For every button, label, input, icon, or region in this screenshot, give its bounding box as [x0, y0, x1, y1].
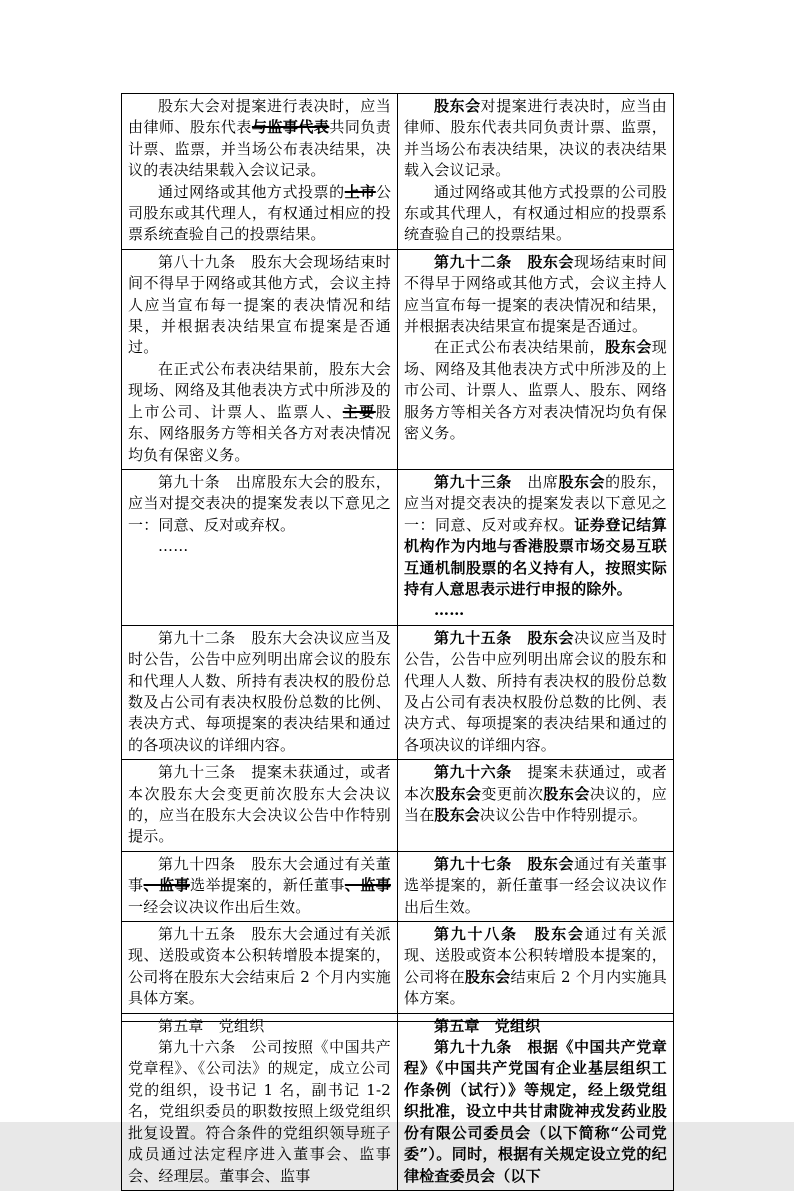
- paragraph: [404, 96, 667, 182]
- text-run: 变更前次: [481, 784, 544, 803]
- text-run: 第九十三条: [434, 472, 512, 491]
- revised-text-cell: [398, 249, 674, 469]
- text-run: 第九十四条 股东大会通过有关董事: [128, 854, 391, 895]
- paragraph: [128, 359, 391, 466]
- revised-text-cell: [398, 1013, 674, 1190]
- text-run: 第九十五条 股东会: [434, 628, 575, 647]
- paragraph: [404, 762, 667, 826]
- paragraph: [128, 854, 391, 918]
- text-run: 通过有关派现、送股或资本公积转增股本提案的，公司将在: [404, 925, 667, 986]
- text-run: 第九十六条 公司按照《中国共产党章程》、《公司法》的规定，成立公司党的组织，设书记 1 名，副书记 1-2 名，党组织委员的职数按照上级党组织批复设置。符合条件的党组织领导班子成员通过法定程序进入董事会、监事会、经理层。董事会、监事: [128, 1038, 391, 1185]
- text-run: 决议的，应当在: [404, 784, 667, 824]
- text-run: 股东会: [543, 784, 590, 803]
- original-text-cell: [122, 249, 398, 469]
- text-run: 选举提案的，新任董事: [189, 876, 345, 895]
- paragraph: [128, 182, 391, 246]
- paragraph: [128, 1016, 391, 1037]
- paragraph: [404, 472, 667, 600]
- text-run: 第八十九条 股东大会现场结束时间不得早于网络或其他方式，会议主持人应当宣布每一提案的表决情况和结果，并根据表决结果宣布提案是否通过。: [128, 252, 391, 357]
- paragraph: [404, 854, 667, 918]
- original-text-cell: [122, 760, 398, 852]
- text-run: 第九十二条 股东大会决议应当及时公告，公告中应列明出席会议的股东和代理人人数、所持有表决权的股份总数及占公司有表决权股份总数的比例、表决方式、每项提案的表决结果和通过的各项决议的详细内容。: [128, 628, 391, 754]
- original-text-cell: [122, 922, 398, 1014]
- text-run: 主要: [342, 402, 376, 421]
- text-run: 共同负责计票、监票，并当场公布表决结果，决议的表决结果载入会议记录。: [128, 118, 391, 180]
- paragraph: [128, 628, 391, 756]
- text-run: 结束后 2 个月内实施具体方案。: [404, 967, 667, 1008]
- text-run: 第九十二条 股东会: [434, 252, 575, 271]
- text-run: 第九十七条 股东会: [434, 854, 575, 873]
- text-run: 对提案进行表决时，应当由律师、股东代表共同负责计票、监票，并当场公布表决结果，决议的表决结果载入会议记录。: [404, 97, 667, 180]
- table-row: [122, 469, 674, 625]
- text-run: 公司股东或其代理人，有权通过相应的投票系统查验自己的投票结果。: [128, 182, 392, 244]
- text-run: 股东、网络服务方等相关各方对表决情况均负有保密义务。: [128, 402, 391, 464]
- text-run: 上市: [344, 182, 376, 201]
- text-run: 股东会: [605, 338, 652, 357]
- table-row: [122, 851, 674, 921]
- text-run: 决议公告中作特别提示。: [480, 806, 648, 824]
- amendment-comparison-table: [121, 93, 674, 1191]
- paragraph: [128, 536, 391, 557]
- text-run: 提案未获通过，或者本次: [404, 763, 667, 803]
- text-run: 一经会议决议作出后生效。: [128, 897, 311, 916]
- text-run: 股东会: [558, 472, 606, 491]
- original-text-cell: [122, 851, 398, 921]
- text-run: 股东大会对提案进行表决时，应当由律师、股东代表: [128, 97, 391, 137]
- original-text-cell: [122, 94, 398, 250]
- paragraph: [128, 924, 391, 1010]
- text-run: ……: [158, 537, 189, 556]
- paragraph: [404, 924, 667, 1010]
- text-run: 在正式公布表决结果前，: [434, 338, 606, 357]
- revised-text-cell: [398, 922, 674, 1014]
- paragraph: [404, 1016, 667, 1037]
- table-row: [122, 249, 674, 469]
- text-run: 第九十六条: [434, 763, 512, 782]
- paragraph: [128, 252, 391, 359]
- paragraph: [404, 600, 667, 621]
- text-run: 的股东，应当对提交表决的提案发表以下意见之一：同意、反对或弃权。: [404, 472, 667, 534]
- table-row: [122, 1013, 674, 1190]
- text-run: 、监事: [143, 876, 190, 895]
- text-run: 通过网络或其他方式投票的: [158, 182, 345, 201]
- original-text-cell: [122, 1013, 398, 1190]
- text-run: 股东会: [464, 967, 511, 986]
- revised-text-cell: [398, 851, 674, 921]
- revised-text-cell: [398, 625, 674, 759]
- text-run: 与监事代表: [251, 118, 330, 137]
- text-run: 、监事: [344, 876, 391, 895]
- text-run: 出席: [511, 472, 559, 491]
- text-run: 股东会: [434, 784, 482, 803]
- text-run: 通过有关董事选举提案的，新任董事一经会议决议作出后生效。: [404, 854, 667, 916]
- revised-text-cell: [398, 760, 674, 852]
- paragraph: [404, 252, 667, 338]
- revised-text-cell: [398, 94, 674, 250]
- original-text-cell: [122, 469, 398, 625]
- paragraph: [128, 472, 391, 536]
- paragraph: [128, 762, 391, 848]
- paragraph: [404, 1037, 667, 1187]
- text-run: 第九十条 出席股东大会的股东，应当对提交表决的提案发表以下意见之一：同意、反对或弃权。: [128, 472, 391, 534]
- text-run: 在正式公布表决结果前，股东大会现场、网络及其他表决方式中所涉及的上市公司、计票人、监票人、: [128, 359, 391, 421]
- paragraph: [404, 628, 667, 756]
- text-run: 现场、网络及其他表决方式中所涉及的上市公司、计票人、监票人、股东、网络服务方等相关各方对表决情况均负有保密义务。: [404, 338, 667, 443]
- table-row: [122, 922, 674, 1014]
- text-run: 通过网络或其他方式投票的公司股东或其代理人，有权通过相应的投票系统查验自己的投票结果。: [404, 182, 667, 244]
- text-run: 股东会: [434, 97, 481, 115]
- text-run: 证券登记结算机构作为内地与香港股票市场交易互联互通机制股票的名义持有人，按照实际持有人意思表示进行申报的除外。: [404, 515, 667, 598]
- text-run: 股东会: [434, 806, 481, 824]
- paragraph: [128, 1037, 391, 1187]
- text-run: 现场结束时间不得早于网络或其他方式，会议主持人应当宣布每一提案的表决情况和结果，并根据表决结果宣布提案是否通过。: [404, 252, 667, 336]
- paragraph: [404, 337, 667, 444]
- text-run: 第五章 党组织: [158, 1016, 265, 1035]
- text-run: 第九十三条 提案未获通过，或者本次股东大会变更前次股东大会决议的，应当在股东大会决议公告中作特别提示。: [128, 763, 391, 846]
- table-row: [122, 625, 674, 759]
- comparison-table-container: [121, 93, 674, 1185]
- text-run: 第九十九条 根据《中国共产党章程》《中国共产党国有企业基层组织工作条例（试行）》等规定，经上级党组织批准，设立中共甘肃陇神戎发药业股份有限公司委员会（以下简称“公司党委”）。同时，根据有关规定设立党的纪律检查委员会（以下: [404, 1038, 667, 1185]
- table-row: [122, 94, 674, 250]
- original-text-cell: [122, 625, 398, 759]
- text-run: 第五章 党组织: [434, 1016, 541, 1035]
- text-run: 第九十八条 股东会: [434, 925, 585, 944]
- paragraph: [128, 96, 391, 182]
- table-row: [122, 760, 674, 852]
- text-run: 第九十五条 股东大会通过有关派现、送股或资本公积转增股本提案的，公司将在股东大会结束后 2 个月内实施具体方案。: [128, 925, 391, 1008]
- text-run: ……: [434, 601, 465, 620]
- text-run: 决议应当及时公告，公告中应列明出席会议的股东和代理人人数、所持有表决权的股份总数及占公司有表决权股份总数的比例、表决方式、每项提案的表决结果和通过的各项决议的详细内容。: [404, 628, 667, 754]
- revised-text-cell: [398, 469, 674, 625]
- table-body: [122, 94, 674, 1191]
- paragraph: [404, 182, 667, 246]
